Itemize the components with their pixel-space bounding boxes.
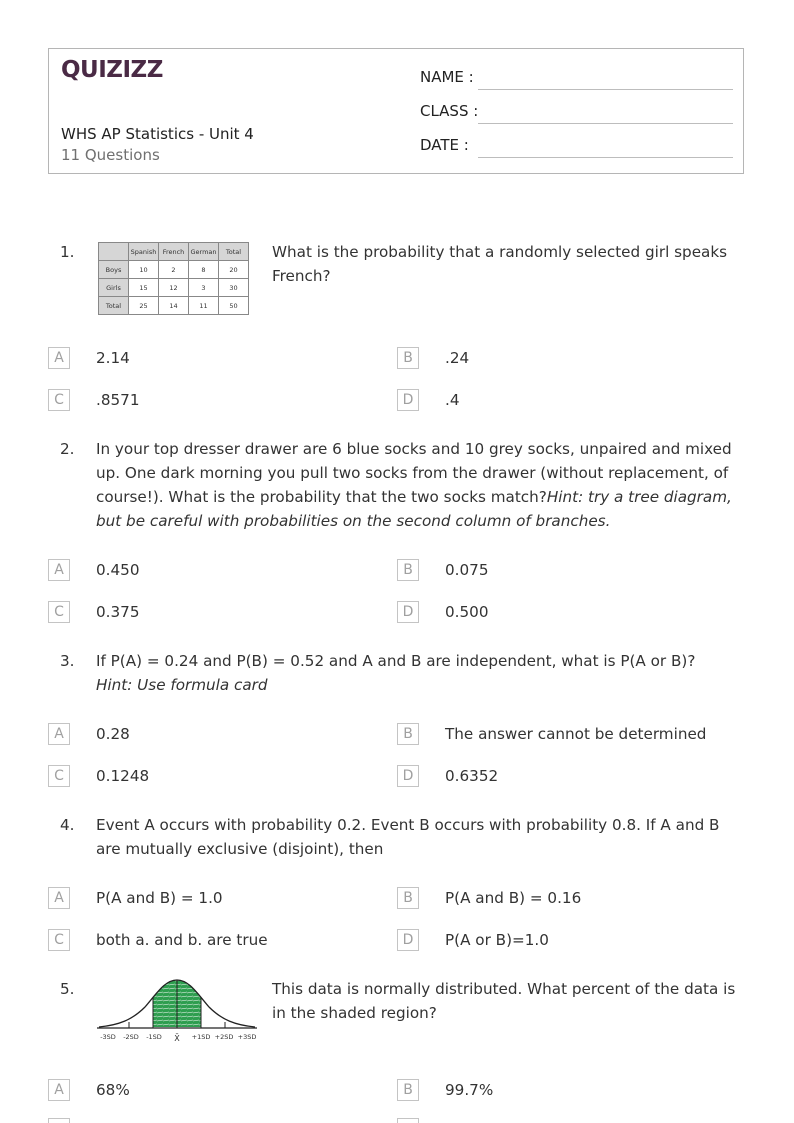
table-cell bbox=[99, 243, 129, 261]
question-body bbox=[96, 649, 736, 697]
curve-label: +2SD bbox=[214, 1033, 234, 1041]
table-header: Spanish bbox=[129, 243, 159, 261]
option-letter[interactable]: D bbox=[397, 389, 419, 411]
option-text[interactable]: .4 bbox=[445, 391, 460, 409]
table-cell: 30 bbox=[219, 279, 249, 297]
table-cell: 8 bbox=[189, 261, 219, 279]
option-letter[interactable]: A bbox=[48, 723, 70, 745]
question-hint: Hint: try a tree diagram, but be careful with probabilities on the second column of branches. bbox=[96, 488, 732, 530]
option-letter[interactable]: A bbox=[48, 559, 70, 581]
option-text[interactable]: P(A or B)=1.0 bbox=[445, 931, 549, 949]
table-cell: 14 bbox=[159, 297, 189, 315]
option-letter[interactable]: D bbox=[397, 601, 419, 623]
option-text[interactable]: 2.14 bbox=[96, 349, 130, 367]
question-text: This data is normally distributed. What percent of the data is in the shaded region? bbox=[272, 980, 736, 1022]
question-number: 4. bbox=[60, 816, 75, 834]
question-body bbox=[96, 437, 748, 533]
option-letter[interactable]: C bbox=[48, 389, 70, 411]
option-text[interactable]: 0.1248 bbox=[96, 767, 150, 785]
quizizz-logo: QUIZIZZ bbox=[61, 57, 163, 83]
question-text: In your top dresser drawer are 6 blue socks and 10 grey socks, unpaired and mixed up. One dark morning you pull two socks from the drawer (without replacement, of course!). What is the probability that the two socks match? bbox=[96, 440, 732, 506]
date-label: DATE : bbox=[420, 136, 469, 154]
table-cell: 12 bbox=[159, 279, 189, 297]
option-letter-cutoff bbox=[48, 1118, 70, 1123]
question-text: What is the probability that a randomly selected girl speaks French? bbox=[272, 243, 728, 285]
curve-label: X̄ bbox=[174, 1034, 180, 1043]
option-letter[interactable]: C bbox=[48, 929, 70, 951]
curve-label: -2SD bbox=[123, 1033, 139, 1041]
question-text: If P(A) = 0.24 and P(B) = 0.52 and A and B are independent, what is P(A or B)? bbox=[96, 652, 696, 670]
option-text[interactable]: 0.6352 bbox=[445, 767, 499, 785]
question-number: 1. bbox=[60, 243, 75, 261]
table-cell: 25 bbox=[129, 297, 159, 315]
name-line[interactable] bbox=[478, 89, 733, 90]
option-letter[interactable]: C bbox=[48, 601, 70, 623]
contingency-table bbox=[98, 242, 249, 315]
question-number: 3. bbox=[60, 652, 75, 670]
option-text[interactable]: P(A and B) = 0.16 bbox=[445, 889, 582, 907]
option-letter[interactable]: B bbox=[397, 1079, 419, 1101]
table-header: Total bbox=[219, 243, 249, 261]
option-text[interactable]: 0.28 bbox=[96, 725, 130, 743]
option-letter[interactable]: D bbox=[397, 765, 419, 787]
option-text[interactable]: 68% bbox=[96, 1081, 130, 1099]
option-text[interactable]: 99.7% bbox=[445, 1081, 494, 1099]
option-text[interactable]: The answer cannot be determined bbox=[445, 725, 707, 743]
question-count: 11 Questions bbox=[61, 146, 160, 164]
option-letter-cutoff bbox=[397, 1118, 419, 1123]
curve-label: -1SD bbox=[146, 1033, 162, 1041]
curve-label: +3SD bbox=[237, 1033, 257, 1041]
question-number: 5. bbox=[60, 980, 75, 998]
option-letter[interactable]: B bbox=[397, 887, 419, 909]
table-cell: 11 bbox=[189, 297, 219, 315]
table-row-header: Total bbox=[99, 297, 129, 315]
class-line[interactable] bbox=[478, 123, 733, 124]
option-letter[interactable]: A bbox=[48, 1079, 70, 1101]
table-header: German bbox=[189, 243, 219, 261]
question-text: Event A occurs with probability 0.2. Event B occurs with probability 0.8. If A and B are mutually exclusive (disjoint), then bbox=[96, 816, 720, 858]
table-header: French bbox=[159, 243, 189, 261]
option-letter[interactable]: B bbox=[397, 723, 419, 745]
option-text[interactable]: .8571 bbox=[96, 391, 140, 409]
option-letter[interactable]: B bbox=[397, 347, 419, 369]
table-cell: 20 bbox=[219, 261, 249, 279]
table-cell: 10 bbox=[129, 261, 159, 279]
table-row-header: Boys bbox=[99, 261, 129, 279]
option-letter[interactable]: C bbox=[48, 765, 70, 787]
option-text[interactable]: 0.075 bbox=[445, 561, 489, 579]
name-label: NAME : bbox=[420, 68, 474, 86]
question-hint: Hint: Use formula card bbox=[96, 676, 268, 694]
curve-label: -3SD bbox=[100, 1033, 116, 1041]
option-text[interactable]: 0.450 bbox=[96, 561, 140, 579]
worksheet-title: WHS AP Statistics - Unit 4 bbox=[61, 125, 254, 143]
worksheet-header bbox=[48, 48, 744, 174]
option-text[interactable]: P(A and B) = 1.0 bbox=[96, 889, 223, 907]
option-letter[interactable]: A bbox=[48, 887, 70, 909]
normal-curve-image bbox=[97, 975, 259, 1047]
curve-label: +1SD bbox=[191, 1033, 211, 1041]
table-cell: 50 bbox=[219, 297, 249, 315]
option-text[interactable]: 0.500 bbox=[445, 603, 489, 621]
table-cell: 2 bbox=[159, 261, 189, 279]
option-text[interactable]: both a. and b. are true bbox=[96, 931, 268, 949]
table-cell: 15 bbox=[129, 279, 159, 297]
option-letter[interactable]: B bbox=[397, 559, 419, 581]
table-row-header: Girls bbox=[99, 279, 129, 297]
option-text[interactable]: .24 bbox=[445, 349, 470, 367]
option-letter[interactable]: D bbox=[397, 929, 419, 951]
table-cell: 3 bbox=[189, 279, 219, 297]
class-label: CLASS : bbox=[420, 102, 479, 120]
option-text[interactable]: 0.375 bbox=[96, 603, 140, 621]
question-number: 2. bbox=[60, 440, 75, 458]
date-line[interactable] bbox=[478, 157, 733, 158]
option-letter[interactable]: A bbox=[48, 347, 70, 369]
